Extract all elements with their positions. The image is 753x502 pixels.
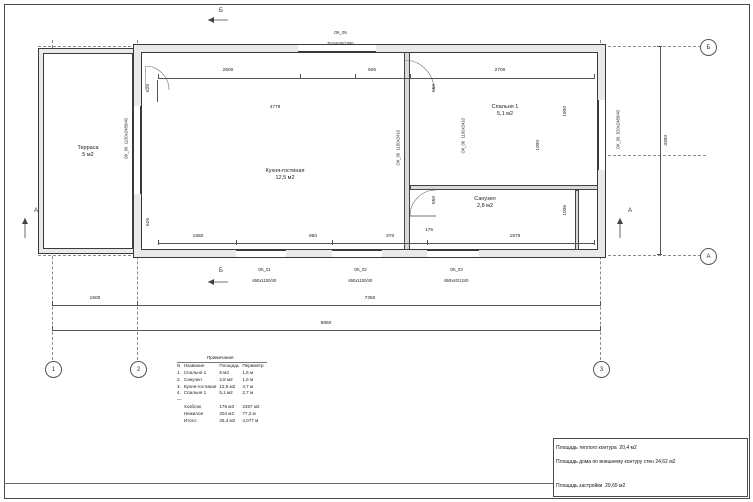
total2-perimeter: 77,2 м [242,411,256,417]
room-bedroom1-name: Спальня 1 [491,104,519,110]
table-row [177,411,267,418]
axis-bubble-1: 1 [45,361,62,378]
opening-ok06-left-code: ОК_06 [123,146,129,160]
section-arrow-a-left [20,214,34,240]
notes-th-n: N [177,362,181,368]
dim-top-926: 926 [367,68,376,73]
notes-th-perimeter: Периметр [242,362,264,368]
opening-ok05-code: ОК_05 [333,30,347,36]
opening-ok06-mid-code: ОК_06 [395,152,401,166]
dim-right-1900: 1900 [563,106,568,117]
row4-perimeter: 2,7 м [242,390,254,396]
row1-name: Спальня 1 [183,369,207,375]
opening-ok06-left-size: 1150х2480/40 [123,118,129,145]
opening-ok03-label [425,262,483,288]
row4-n: 4. [177,390,181,396]
opening-ok03-size: 650х40/1240 [444,277,469,283]
table-row [177,384,267,391]
table-row [177,377,267,384]
dim-bottom-1550: 1550 [192,234,204,239]
axis-bubble-b-top: Б [700,39,717,56]
room-kitchen-name: Кухня-гостиная [265,168,305,174]
row4-area: 5,1 м2 [219,390,233,396]
dim-top-2500: 2500 [222,68,234,73]
total3-name: Итого: [183,418,198,424]
dim-overall-7350: 7350 [364,296,376,301]
window-left-vertical [133,106,141,194]
room-kitchen [225,168,345,182]
dim-overall-line-1 [52,305,600,306]
room-terrace [48,145,128,159]
row1-area: 5 м2 [219,369,229,375]
note-line-2: Площадь дома по внешнему контуру стен 24,62 м2 [556,459,676,465]
partition-bath-right [575,190,579,250]
dim-left-626-top: 626 [146,84,151,93]
axis-bubble-2: 2 [130,361,147,378]
row4-name: Спальня 1 [183,390,207,396]
opening-ok01-size: 650х1100/40 [252,277,277,283]
axis-bubble-3: 3 [593,361,610,378]
opening-ok03-code: ОК_03 [449,267,463,273]
table-row [177,418,267,425]
room-terrace-area: 5 м2 [82,152,94,159]
section-mark-a-left-label: А [34,208,39,214]
opening-ok06-mid2-code: ОК_06 [460,140,466,154]
house-inner-outline [141,52,598,250]
axis-bubble-a-bottom: А [700,248,717,265]
notes-table: Примечания N Название Площадь Периметр 1. Спальня 1 5 м2 1,5 м 2. Санузел 2,8 м2 1,6 м 3. Кухня-гостиная 12,5 м2 4,7 м 4. Спальня 1 5,1 м2 2,7 м — Хозблок 176 м3 2357 м2 Нежилое 204 м2 77,2 м Итого: 25,4 м2 4,077 м [177,355,267,425]
opening-ok06-mid2-size: 1100х2410 [460,118,466,139]
table-row [177,370,267,377]
opening-ok01-label [234,262,290,288]
opening-ok06-right-size: 520х2480/40 [615,110,621,135]
total1-area: 176 м3 [219,404,234,410]
window-ok02 [332,250,382,258]
notes-table-caption: Примечания [177,355,267,362]
opening-ok05-size: 752х840/1000 [327,40,354,46]
opening-ok06-right-label [610,110,626,154]
dim-left-vert-line [157,80,158,102]
row1-n: 1. [177,369,181,375]
note-line-1: Площадь теплого контура 20,4 м2 [556,445,637,451]
dim-right-3350: 3350 [664,135,669,146]
table-row [177,404,267,411]
dim-right-1006: 1006 [563,205,568,216]
dim-left-626-bottom: 626 [146,218,151,227]
room-bathroom-area: 2,8 м2 [476,203,493,210]
row1-perimeter: 1,5 м [242,369,254,375]
dim-bottom-950: 950 [308,234,317,239]
dim-bottom-line [158,243,594,244]
total1-perimeter: 2357 м2 [242,404,260,410]
title-band-rule [4,483,553,484]
total3-perimeter: 4,077 м [242,418,259,424]
opening-ok02-size: 650х1100/40 [348,277,373,283]
opening-ok06-mid-size: 1100х2410 [395,130,401,151]
room-bedroom1-area: 5,1 м2 [496,111,513,118]
section-arrow-b-top [206,16,230,30]
row2-name: Санузел [183,376,202,382]
dim-top-line [158,78,594,79]
total3-area: 25,4 м2 [219,418,236,424]
dim-overall-line-2 [52,330,600,331]
total2-area: 204 м2 [219,411,234,417]
opening-ok02-label [330,262,386,288]
dim-mid-650-top: 650 [432,84,437,93]
opening-ok06-mid-label [390,130,406,170]
dim-right-overall-line [660,46,661,255]
row3-area: 12,5 м2 [219,383,236,389]
notes-th-area: Площадь [219,362,240,368]
room-terrace-name: Терраса [77,145,99,151]
total2-name: Нежилое [183,411,204,417]
dim-mid-650-bottom: 650 [432,196,437,205]
total1-name: Хозблок [183,404,202,410]
section-mark-b-bottom-label: Б [219,268,223,274]
section-mark-a-right-label: А [628,208,633,214]
row2-n: 2. [177,376,181,382]
notes-th-name: Название [183,362,205,368]
opening-ok06-right-code: ОК_06 [615,136,621,150]
opening-ok05-label [300,25,376,51]
window-right-vertical [598,100,606,170]
opening-ok06-left-label [118,118,134,164]
room-bathroom [445,196,525,210]
row3-name: Кухня-гостиная [183,383,217,389]
note-line-3: Площадь застройки 29,65 м2 [556,483,626,489]
table-row [177,390,267,397]
row2-perimeter: 1,6 м [242,376,254,382]
section-mark-b-top-label: Б [219,8,223,14]
dim-top-2700: 2700 [494,68,506,73]
opening-ok01-code: ОК_01 [257,267,271,273]
section-arrow-b-bottom [206,278,230,292]
row3-perimeter: 4,7 м [242,383,254,389]
dim-right-1000: 1000 [536,140,541,151]
dim-inner-4778: 4778 [269,105,281,110]
room-kitchen-area: 12,5 м2 [275,175,295,182]
window-ok01 [236,250,286,258]
section-arrow-a-right [615,214,629,240]
dim-bottom-1875: 1875 [509,234,521,239]
row3-n: 3. [177,383,181,389]
room-bedroom1 [455,104,555,118]
opening-ok06-mid2-label [455,118,471,158]
dim-bottom-175: 175 [424,228,433,233]
opening-ok02-code: ОК_02 [353,267,367,273]
row2-area: 2,8 м2 [219,376,233,382]
dim-overall-1500: 1500 [89,296,101,301]
room-bathroom-name: Санузел [474,196,496,202]
window-ok03 [427,250,479,258]
door-swing-bathroom [410,190,440,220]
dim-bottom-378: 378 [385,234,394,239]
dim-overall-8850: 8850 [320,321,332,326]
